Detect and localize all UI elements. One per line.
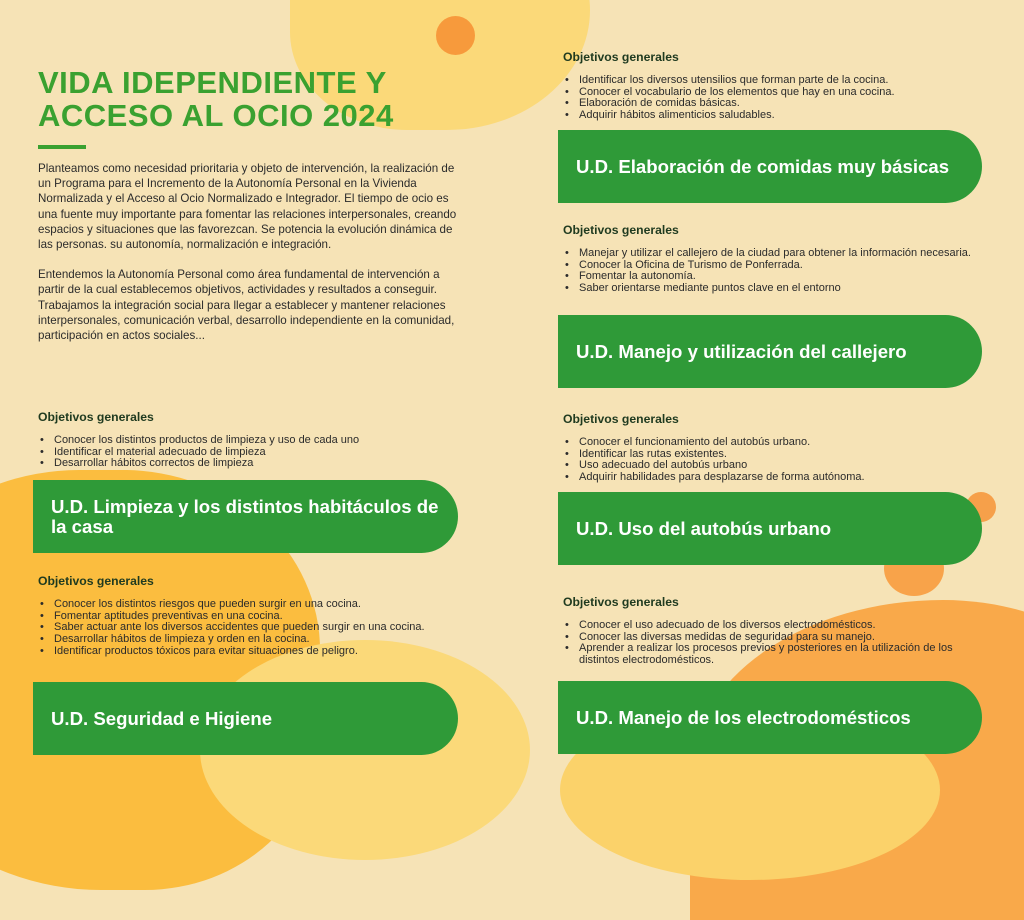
objectives-list xyxy=(38,435,448,470)
objectives-callejero xyxy=(563,225,973,295)
unit-title: U.D. Manejo de los electrodomésticos xyxy=(576,706,911,728)
objective-item: • Elaboración de comidas básicas. xyxy=(579,98,973,110)
objective-item: • Desarrollar hábitos de limpieza y orden en la cocina. xyxy=(54,634,448,646)
objective-item: • Manejar y utilizar el callejero de la ciudad para obtener la información necesaria. xyxy=(579,248,973,260)
unit-banner-comidas xyxy=(558,130,982,203)
intro-paragraph: Entendemos la Autonomía Personal como área fundamental de intervención a partir de la cual establecemos objetivos, actividades y resultados a conseguir. Trabajamos la integración social para llegar a establecer y mantener relaciones interpersonales, comunicación verbal, desarrollo independiente en la comunidad, participación en actos sociales... xyxy=(38,268,455,343)
objectives-list xyxy=(563,437,973,484)
objective-item: • Fomentar aptitudes preventivas en una cocina. xyxy=(54,611,448,623)
objective-item: • Conocer los distintos productos de limpieza y uso de cada uno xyxy=(54,435,448,447)
decor-dot xyxy=(436,16,475,55)
unit-title: U.D. Seguridad e Higiene xyxy=(51,707,273,729)
objectives-autobus xyxy=(563,414,973,484)
objective-item: • Identificar los diversos utensilios que forman parte de la cocina. xyxy=(579,75,973,87)
unit-banner-autobus xyxy=(558,492,982,565)
title-divider xyxy=(38,145,86,149)
objective-item: • Identificar el material adecuado de limpieza xyxy=(54,447,448,459)
objective-item: • Conocer la Oficina de Turismo de Ponferrada. xyxy=(579,260,973,272)
objective-item: • Identificar productos tóxicos para evitar situaciones de peligro. xyxy=(54,646,448,658)
intro-paragraph: Planteamos como necesidad prioritaria y objeto de intervención, la realización de un Programa para el Incremento de la Autonomía Personal en la Vivienda Normalizada y el Acceso al Ocio Normalizado e Integrador. El tiempo de ocio es una fuente muy importante para fomentar las relaciones interpersonales, creando espacios y situaciones que las favorezcan. Se potencia la evolución dinámica de las personas. su autonomía, normalización e integración. xyxy=(38,162,457,252)
objectives-electrodomesticos xyxy=(563,597,973,667)
objective-item: • Fomentar la autonomía. xyxy=(579,271,973,283)
unit-banner-callejero xyxy=(558,315,982,388)
objectives-list xyxy=(563,620,973,667)
unit-banner-electrodomesticos xyxy=(558,681,982,754)
objective-item: • Aprender a realizar los procesos previos y posteriores en la utilización de los distintos electrodomésticos. xyxy=(579,643,973,667)
objective-item: • Identificar las rutas existentes. xyxy=(579,449,973,461)
unit-title: U.D. Elaboración de comidas muy básicas xyxy=(576,155,950,177)
unit-title: U.D. Manejo y utilización del callejero xyxy=(576,340,907,362)
objectives-heading: Objetivos generales xyxy=(563,223,679,237)
intro-text xyxy=(38,161,458,358)
objectives-list xyxy=(38,599,448,658)
objective-item: • Desarrollar hábitos correctos de limpieza xyxy=(54,458,448,470)
unit-title: U.D. Uso del autobús urbano xyxy=(576,517,832,539)
objective-item: • Saber orientarse mediante puntos clave en el entorno xyxy=(579,283,973,295)
objectives-list xyxy=(563,75,973,122)
objectives-heading: Objetivos generales xyxy=(38,574,154,588)
objective-item: • Saber actuar ante los diversos accidentes que pueden surgir en una cocina. xyxy=(54,622,448,634)
unit-title: U.D. Limpieza y los distintos habitáculos de la casa xyxy=(51,495,439,537)
objectives-seguridad xyxy=(38,576,448,658)
objective-item: • Conocer los distintos riesgos que pueden surgir en una cocina. xyxy=(54,599,448,611)
objective-item: • Adquirir hábitos alimenticios saludables. xyxy=(579,110,973,122)
page-title: VIDA IDEPENDIENTE Y ACCESO AL OCIO 2024 xyxy=(38,65,394,133)
objective-item: • Uso adecuado del autobús urbano xyxy=(579,460,973,472)
objectives-heading: Objetivos generales xyxy=(563,50,679,64)
objective-item: • Conocer el uso adecuado de los diversos electrodomésticos. xyxy=(579,620,973,632)
objectives-comidas xyxy=(563,52,973,122)
unit-banner-limpieza xyxy=(33,480,458,553)
objective-item: • Conocer las diversas medidas de seguridad para su manejo. xyxy=(579,632,973,644)
objectives-heading: Objetivos generales xyxy=(563,595,679,609)
unit-banner-seguridad xyxy=(33,682,458,755)
objectives-list xyxy=(563,248,973,295)
objective-item: • Adquirir habilidades para desplazarse de forma autónoma. xyxy=(579,472,973,484)
objectives-heading: Objetivos generales xyxy=(563,412,679,426)
objectives-limpieza xyxy=(38,412,448,470)
objectives-heading: Objetivos generales xyxy=(38,410,154,424)
objective-item: • Conocer el funcionamiento del autobús urbano. xyxy=(579,437,973,449)
objective-item: • Conocer el vocabulario de los elementos que hay en una cocina. xyxy=(579,87,973,99)
